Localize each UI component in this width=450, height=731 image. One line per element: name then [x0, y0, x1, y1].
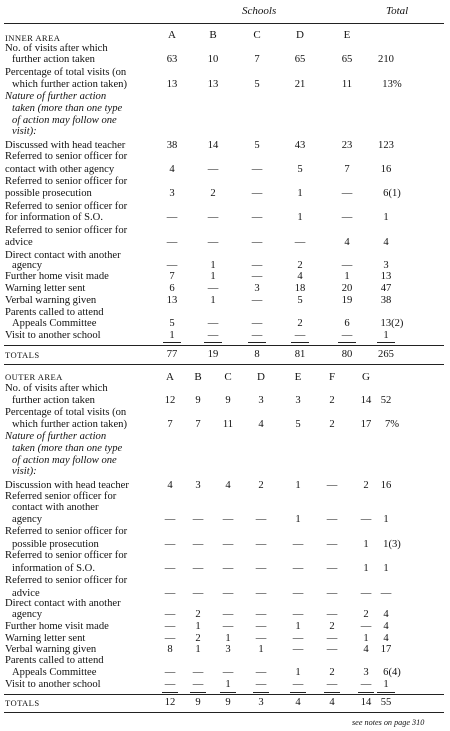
- outer-row-label: Referred to senior officer for: [5, 526, 128, 537]
- outer-row-label: Warning letter sent: [5, 633, 86, 644]
- outer-total-cell: 4: [383, 621, 389, 632]
- inner-col-B: B: [209, 29, 217, 41]
- outer-totals-cell: 12: [164, 697, 176, 708]
- outer-cell: —: [192, 539, 204, 550]
- outer-cell: —: [360, 514, 372, 525]
- inner-cell: —: [207, 330, 219, 341]
- inner-cell: —: [166, 212, 178, 223]
- header-rule: [4, 23, 444, 24]
- inner-row-label: further action taken: [12, 54, 95, 65]
- outer-cell: —: [326, 539, 338, 550]
- outer-cell: —: [326, 644, 338, 655]
- outer-cell: —: [255, 514, 267, 525]
- inner-totals-label: TOTALS: [5, 350, 40, 360]
- inner-row-label: agency: [12, 260, 42, 271]
- outer-sum-rule: [324, 692, 340, 693]
- inner-row-label: Referred to senior officer for: [5, 201, 128, 212]
- outer-cell: 9: [225, 395, 231, 406]
- inner-cell: —: [251, 164, 263, 175]
- outer-cell: —: [292, 539, 304, 550]
- outer-totals-cell: 4: [329, 697, 335, 708]
- inner-cell: 13: [166, 79, 178, 90]
- outer-totals-cell: 14: [360, 697, 372, 708]
- inner-sum-rule-total: [377, 342, 395, 343]
- inner-cell: —: [341, 188, 353, 199]
- outer-cell: —: [192, 563, 204, 574]
- outer-cell: —: [360, 621, 372, 632]
- outer-col-G: G: [362, 371, 370, 383]
- inner-row-label: possible prosecution: [5, 188, 92, 199]
- inner-row-label: Verbal warning given: [5, 295, 97, 306]
- inner-total-cell: 13%: [382, 79, 402, 90]
- outer-totals-label: TOTALS: [5, 698, 40, 708]
- inner-cell: 38: [166, 140, 178, 151]
- outer-cell: —: [164, 633, 176, 644]
- outer-cell: —: [326, 514, 338, 525]
- inner-row-label: Visit to another school: [5, 330, 101, 341]
- outer-total-cell: 1: [383, 679, 389, 690]
- inner-total-cell: 47: [380, 283, 392, 294]
- outer-cell: 4: [167, 480, 173, 491]
- outer-cell: 1: [295, 514, 301, 525]
- inner-row-label: Direct contact with another: [5, 250, 121, 261]
- inner-cell: —: [341, 212, 353, 223]
- inner-row-label: for information of S.O.: [5, 212, 103, 223]
- outer-cell: 2: [195, 609, 201, 620]
- outer-sum-rule-total: [377, 692, 395, 693]
- outer-bottom-rule: [4, 712, 444, 713]
- inner-row-label: advice: [5, 237, 33, 248]
- outer-cell: 3: [363, 667, 369, 678]
- outer-cell: 1: [295, 621, 301, 632]
- inner-cell: 4: [169, 164, 175, 175]
- inner-total-cell: 38: [380, 295, 392, 306]
- footer-note: see notes on page 310: [352, 718, 425, 727]
- outer-cell: —: [255, 539, 267, 550]
- outer-row-label: further action taken: [12, 395, 95, 406]
- inner-cell: 23: [341, 140, 353, 151]
- schools-header: Schools: [242, 5, 277, 17]
- outer-cell: —: [292, 609, 304, 620]
- outer-total-cell: 4: [383, 609, 389, 620]
- inner-cell: —: [207, 318, 219, 329]
- outer-cell: 1: [225, 679, 231, 690]
- outer-cell: —: [326, 563, 338, 574]
- outer-cell: —: [222, 539, 234, 550]
- outer-cell: 3: [258, 395, 264, 406]
- outer-total-cell: 1: [383, 563, 389, 574]
- inner-cell: 1: [210, 271, 216, 282]
- inner-total-cell: 13: [380, 271, 392, 282]
- outer-row-label: advice: [12, 588, 40, 599]
- outer-cell: 7: [195, 419, 201, 430]
- inner-cell: 43: [294, 140, 306, 151]
- outer-cell: 1: [295, 667, 301, 678]
- inner-cell: —: [166, 237, 178, 248]
- outer-col-E: E: [294, 371, 302, 383]
- outer-cell: 14: [360, 395, 372, 406]
- outer-cell: 1: [363, 633, 369, 644]
- outer-cell: —: [255, 679, 267, 690]
- inner-cell: 5: [254, 140, 260, 151]
- outer-row-label: Discussion with head teacher: [5, 480, 129, 491]
- inner-row-label: Further home visit made: [5, 271, 109, 282]
- inner-cell: 63: [166, 54, 178, 65]
- outer-cell: 1: [195, 644, 201, 655]
- inner-area-title: INNER AREA: [5, 33, 61, 43]
- outer-cell: 9: [195, 395, 201, 406]
- outer-cell: 2: [329, 419, 335, 430]
- inner-cell: —: [251, 318, 263, 329]
- outer-cell: 1: [195, 621, 201, 632]
- inner-cell: 1: [297, 212, 303, 223]
- inner-row-label: visit):: [12, 126, 37, 137]
- inner-row-label: which further action taken): [12, 79, 128, 90]
- outer-cell: 3: [195, 480, 201, 491]
- inner-cell: 18: [294, 283, 306, 294]
- inner-cell: —: [294, 237, 306, 248]
- inner-total-cell: 1: [383, 330, 389, 341]
- outer-col-A: A: [166, 371, 174, 383]
- outer-sum-rule: [358, 692, 374, 693]
- inner-cell: 1: [169, 330, 175, 341]
- inner-cell: —: [207, 283, 219, 294]
- inner-totals-cell: 265: [378, 349, 394, 360]
- outer-cell: —: [326, 679, 338, 690]
- inner-col-D: D: [296, 29, 304, 41]
- outer-cell: —: [192, 679, 204, 690]
- inner-cell: 6: [344, 318, 350, 329]
- outer-row-label: Parents called to attend: [5, 655, 104, 666]
- outer-cell: —: [222, 621, 234, 632]
- outer-total-cell: 16: [380, 480, 392, 491]
- inner-cell: —: [341, 330, 353, 341]
- inner-cell: —: [251, 271, 263, 282]
- outer-cell: —: [164, 514, 176, 525]
- inner-cell: —: [251, 188, 263, 199]
- inner-row-label: Percentage of total visits (on: [5, 67, 127, 78]
- outer-cell: —: [164, 609, 176, 620]
- inner-cell: 2: [297, 260, 303, 271]
- outer-cell: 2: [329, 395, 335, 406]
- outer-row-label: information of S.O.: [12, 563, 95, 574]
- outer-cell: —: [192, 588, 204, 599]
- outer-row-label: Referred senior officer for: [5, 491, 117, 502]
- outer-cell: 4: [258, 419, 264, 430]
- outer-cell: 2: [258, 480, 264, 491]
- outer-totals-cell: 55: [380, 697, 392, 708]
- outer-total-cell: 52: [380, 395, 392, 406]
- outer-cell: —: [255, 609, 267, 620]
- inner-cell: 4: [344, 237, 350, 248]
- outer-cell: 17: [360, 419, 372, 430]
- inner-sum-rule: [338, 342, 356, 343]
- inner-row-label: Discussed with head teacher: [5, 140, 126, 151]
- outer-cell: 4: [363, 644, 369, 655]
- inner-sum-rule: [248, 342, 266, 343]
- outer-total-cell: 1: [383, 514, 389, 525]
- inner-row-label: Referred to senior officer for: [5, 225, 128, 236]
- inner-total-cell: 16: [380, 164, 392, 175]
- outer-cell: 1: [258, 644, 264, 655]
- outer-cell: —: [255, 633, 267, 644]
- outer-cell: 2: [195, 633, 201, 644]
- outer-cell: 1: [363, 539, 369, 550]
- outer-row-label: Appeals Committee: [12, 667, 97, 678]
- inner-cell: 7: [169, 271, 175, 282]
- inner-cell: 5: [169, 318, 175, 329]
- inner-sum-rule: [291, 342, 309, 343]
- inner-cell: 65: [294, 54, 306, 65]
- inner-totals-cell: 80: [341, 349, 353, 360]
- outer-row-label: Direct contact with another: [5, 598, 121, 609]
- outer-cell: —: [292, 588, 304, 599]
- inner-cell: 2: [297, 318, 303, 329]
- inner-cell: 3: [169, 188, 175, 199]
- outer-cell: 7: [167, 419, 173, 430]
- inner-cell: 5: [297, 164, 303, 175]
- inner-cell: 21: [294, 79, 306, 90]
- inner-col-C: C: [253, 29, 261, 41]
- outer-cell: —: [192, 514, 204, 525]
- inner-cell: 3: [254, 283, 260, 294]
- inner-cell: —: [251, 260, 263, 271]
- outer-row-label: Visit to another school: [5, 679, 101, 690]
- outer-cell: —: [360, 588, 372, 599]
- outer-row-label: No. of visits after which: [5, 383, 108, 394]
- outer-total-cell: 1(3): [383, 539, 401, 550]
- inner-cell: 13: [207, 79, 219, 90]
- inner-cell: 1: [210, 295, 216, 306]
- outer-row-label: Verbal warning given: [5, 644, 97, 655]
- total-header: Total: [386, 5, 409, 17]
- inner-total-cell: 1: [383, 212, 389, 223]
- outer-row-label: agency: [12, 609, 42, 620]
- outer-cell: 11: [222, 419, 234, 430]
- outer-total-cell: 17: [380, 644, 392, 655]
- outer-totals-cell: 3: [258, 697, 264, 708]
- inner-cell: 2: [210, 188, 216, 199]
- inner-row-label: Appeals Committee: [12, 318, 97, 329]
- outer-row-label: Further home visit made: [5, 621, 109, 632]
- inner-row-label: contact with other agency: [5, 164, 115, 175]
- inner-cell: 13: [166, 295, 178, 306]
- outer-cell: —: [164, 539, 176, 550]
- inner-cell: —: [251, 295, 263, 306]
- inner-cell: —: [341, 260, 353, 271]
- inner-cell: 5: [297, 295, 303, 306]
- outer-cell: —: [326, 633, 338, 644]
- outer-row-label: Referred to senior officer for: [5, 575, 128, 586]
- inner-cell: —: [251, 237, 263, 248]
- outer-sum-rule: [162, 692, 178, 693]
- outer-cell: —: [164, 563, 176, 574]
- outer-cell: 1: [225, 633, 231, 644]
- inner-cell: —: [207, 237, 219, 248]
- outer-cell: —: [360, 679, 372, 690]
- inner-cell: —: [251, 330, 263, 341]
- outer-cell: —: [164, 667, 176, 678]
- inner-row-label: taken (more than one type: [12, 103, 123, 114]
- inner-row-label: Parents called to attend: [5, 307, 104, 318]
- outer-cell: 1: [295, 480, 301, 491]
- outer-total-cell: 6(4): [383, 667, 401, 678]
- inner-sum-rule: [163, 342, 181, 343]
- inner-total-cell: 210: [378, 54, 394, 65]
- outer-totals-cell: 4: [295, 697, 301, 708]
- outer-cell: —: [326, 480, 338, 491]
- inner-row-label: Nature of further action: [5, 91, 107, 102]
- outer-cell: 1: [363, 563, 369, 574]
- inner-cell: 1: [344, 271, 350, 282]
- outer-row-label: contact with another: [12, 502, 99, 513]
- inner-cell: 4: [297, 271, 303, 282]
- outer-row-label: possible prosecution: [12, 539, 99, 550]
- outer-row-label: agency: [12, 514, 42, 525]
- outer-cell: —: [326, 609, 338, 620]
- outer-totals-rule: [4, 694, 444, 695]
- inner-cell: 10: [207, 54, 219, 65]
- inner-total-cell: 3: [383, 260, 389, 271]
- inner-total-cell: 6(1): [383, 188, 401, 199]
- outer-row-label: which further action taken): [12, 419, 128, 430]
- outer-sum-rule: [220, 692, 236, 693]
- outer-cell: —: [292, 633, 304, 644]
- inner-cell: 1: [297, 188, 303, 199]
- inner-total-cell: 13(2): [380, 318, 404, 329]
- outer-cell: —: [164, 621, 176, 632]
- inner-totals-rule: [4, 345, 444, 346]
- outer-col-B: B: [194, 371, 202, 383]
- outer-cell: 2: [329, 621, 335, 632]
- inner-cell: 6: [169, 283, 175, 294]
- inner-cell: 1: [210, 260, 216, 271]
- outer-row-label: Percentage of total visits (on: [5, 407, 127, 418]
- outer-cell: 3: [295, 395, 301, 406]
- outer-cell: —: [222, 563, 234, 574]
- inner-cell: —: [166, 260, 178, 271]
- inner-total-cell: 123: [378, 140, 394, 151]
- outer-row-label: visit):: [12, 466, 37, 477]
- inner-cell: —: [294, 330, 306, 341]
- inner-totals-cell: 8: [254, 349, 260, 360]
- outer-cell: —: [255, 621, 267, 632]
- outer-cell: 2: [329, 667, 335, 678]
- outer-cell: —: [255, 563, 267, 574]
- inner-cell: 20: [341, 283, 353, 294]
- inner-bottom-rule: [4, 364, 444, 365]
- outer-cell: —: [255, 588, 267, 599]
- outer-total-cell: —: [380, 588, 392, 599]
- outer-row-label: Referred to senior officer for: [5, 550, 128, 561]
- inner-total-cell: 4: [383, 237, 389, 248]
- outer-col-C: C: [224, 371, 232, 383]
- outer-cell: —: [255, 667, 267, 678]
- outer-cell: —: [164, 679, 176, 690]
- outer-cell: —: [292, 563, 304, 574]
- inner-cell: 65: [341, 54, 353, 65]
- outer-cell: 2: [363, 480, 369, 491]
- inner-cell: 5: [254, 79, 260, 90]
- outer-totals-cell: 9: [195, 697, 201, 708]
- inner-cell: 19: [341, 295, 353, 306]
- outer-cell: —: [164, 588, 176, 599]
- inner-row-label: No. of visits after which: [5, 43, 108, 54]
- outer-cell: —: [326, 588, 338, 599]
- inner-totals-cell: 19: [207, 349, 219, 360]
- outer-col-D: D: [257, 371, 265, 383]
- inner-sum-rule: [204, 342, 222, 343]
- inner-cell: 7: [254, 54, 260, 65]
- outer-cell: 8: [167, 644, 173, 655]
- outer-sum-rule: [253, 692, 269, 693]
- inner-cell: —: [251, 212, 263, 223]
- inner-cell: 7: [344, 164, 350, 175]
- outer-row-label: Nature of further action: [5, 431, 107, 442]
- inner-cell: 11: [341, 79, 353, 90]
- outer-cell: —: [292, 644, 304, 655]
- outer-cell: —: [222, 609, 234, 620]
- outer-cell: —: [222, 667, 234, 678]
- inner-totals-cell: 81: [294, 349, 306, 360]
- outer-sum-rule: [190, 692, 206, 693]
- outer-cell: 5: [295, 419, 301, 430]
- inner-row-label: Referred to senior officer for: [5, 151, 128, 162]
- outer-sum-rule: [290, 692, 306, 693]
- outer-total-cell: 4: [383, 633, 389, 644]
- outer-cell: 4: [225, 480, 231, 491]
- inner-row-label: Referred to senior officer for: [5, 176, 128, 187]
- outer-cell: —: [292, 679, 304, 690]
- inner-cell: —: [207, 212, 219, 223]
- inner-row-label: Warning letter sent: [5, 283, 86, 294]
- outer-area-title: OUTER AREA: [5, 372, 63, 382]
- outer-total-cell: 7%: [384, 419, 400, 430]
- outer-cell: 2: [363, 609, 369, 620]
- outer-cell: 12: [164, 395, 176, 406]
- outer-row-label: of action may follow one: [12, 455, 117, 466]
- outer-row-label: taken (more than one type: [12, 443, 123, 454]
- inner-col-E: E: [343, 29, 351, 41]
- outer-col-F: F: [328, 371, 336, 383]
- inner-totals-cell: 77: [166, 349, 178, 360]
- outer-cell: —: [222, 588, 234, 599]
- outer-cell: —: [192, 667, 204, 678]
- inner-col-A: A: [168, 29, 176, 41]
- outer-cell: 3: [225, 644, 231, 655]
- inner-row-label: of action may follow one: [12, 115, 117, 126]
- outer-cell: —: [222, 514, 234, 525]
- inner-cell: 14: [207, 140, 219, 151]
- outer-totals-cell: 9: [225, 697, 231, 708]
- inner-cell: —: [207, 164, 219, 175]
